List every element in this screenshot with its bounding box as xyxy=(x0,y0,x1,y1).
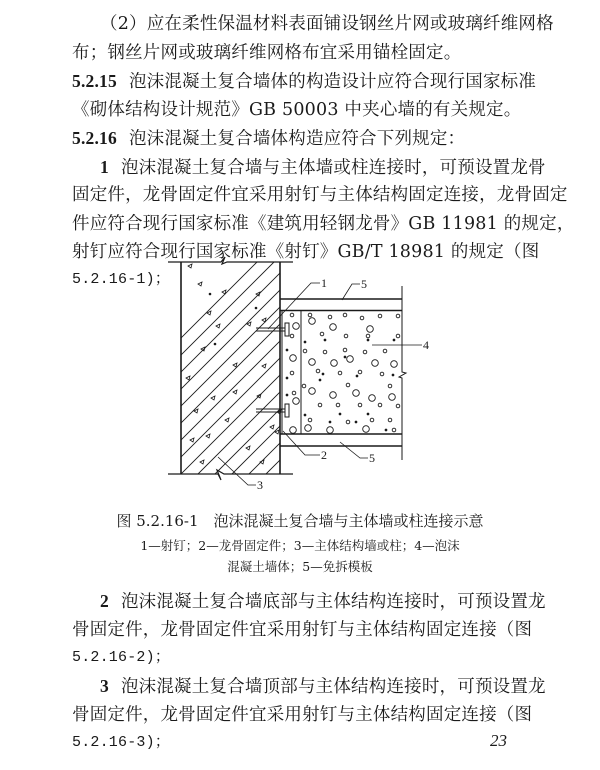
paragraph-item-2-line2 xyxy=(72,42,462,64)
foam-pore xyxy=(344,356,346,358)
item-1-line1 xyxy=(72,156,546,179)
wall-top-break-line xyxy=(168,257,293,264)
callout-5-top-leader xyxy=(342,284,360,300)
foam-bubble xyxy=(305,425,312,432)
foam-pore xyxy=(385,429,387,431)
foam-concrete-bubbles xyxy=(302,313,400,433)
foam-pore xyxy=(322,373,324,375)
clause-5-2-16-heading xyxy=(72,127,466,150)
callout-5-bottom-leader xyxy=(340,442,368,458)
foam-bubble xyxy=(378,314,382,318)
callout-3-leader xyxy=(218,457,256,485)
aggregate-mark xyxy=(233,363,237,367)
item-1-line3 xyxy=(72,213,575,235)
foam-bubble xyxy=(392,428,396,432)
foam-bubble xyxy=(328,315,332,319)
hatch-line xyxy=(150,262,274,474)
foam-bubble xyxy=(388,418,392,422)
figure-caption-title: 图 5.2.16-1 泡沫混凝土复合墙与主体墙或柱连接示意 xyxy=(116,512,484,530)
foam-pore xyxy=(304,414,306,416)
foam-bubble xyxy=(330,392,337,399)
foam-pore xyxy=(392,374,394,376)
foam-bubble xyxy=(389,394,396,401)
foam-bubble xyxy=(347,356,354,363)
foam-bubble xyxy=(391,361,398,368)
foam-bubble xyxy=(343,348,347,352)
cavity-bubble xyxy=(290,313,294,317)
top-formwork-panel xyxy=(280,299,402,311)
foam-bubble xyxy=(330,324,337,331)
foam-bubble xyxy=(358,370,362,374)
shooting-nail-upper xyxy=(256,323,289,336)
hatch-line xyxy=(334,262,450,474)
aggregate-mark xyxy=(186,376,190,380)
aggregate-mark xyxy=(216,324,220,328)
item-2b-line1 xyxy=(72,590,546,613)
foam-bubble xyxy=(366,334,370,338)
foam-pore xyxy=(324,339,326,341)
foam-bubble xyxy=(346,383,350,387)
cavity-bubble xyxy=(290,427,297,434)
hatch-line xyxy=(317,262,450,474)
foam-bubble xyxy=(344,334,348,338)
foam-bubble xyxy=(378,403,382,407)
callout-5-top-label: 5 xyxy=(361,277,367,291)
callout-3-label: 3 xyxy=(257,478,263,492)
paragraph-text: 件应符合现行国家标准《建筑用轻钢龙骨》GB 11981 的规定， xyxy=(72,214,575,234)
foam-pore xyxy=(339,413,341,415)
clause-5-2-15-heading xyxy=(72,70,537,93)
foam-bubble xyxy=(346,420,350,424)
hatch-line xyxy=(300,262,450,474)
paragraph-text: 5.2.16-1)； xyxy=(72,271,171,288)
paragraph-text: 5.2.16-2)； xyxy=(72,649,171,666)
figure-legend-line2: 混凝土墙体；5—免拆模板 xyxy=(227,559,373,574)
aggregate-mark xyxy=(262,318,266,322)
hatch-line xyxy=(232,262,444,474)
foam-bubble xyxy=(327,427,334,434)
callout-2-label: 2 xyxy=(321,448,327,462)
clause-number: 5.2.16 xyxy=(72,128,117,148)
foam-bubble xyxy=(388,384,392,388)
figure-wall-connection-diagram xyxy=(150,248,450,500)
cavity-pore xyxy=(286,394,288,396)
foam-bubble xyxy=(338,371,342,375)
aggregate-mark xyxy=(188,264,192,268)
aggregate-mark xyxy=(225,418,229,422)
item-number: 3 xyxy=(100,676,109,696)
foam-pore xyxy=(319,379,321,381)
foam-bubble xyxy=(331,360,338,367)
aggregate-mark xyxy=(206,434,210,438)
foam-bubble xyxy=(383,349,387,353)
callout-1-leader xyxy=(268,283,320,329)
foam-pore xyxy=(367,413,369,415)
item-2b-line3 xyxy=(72,647,170,669)
hatch-line xyxy=(385,262,450,474)
hatch-line xyxy=(150,262,325,474)
paragraph-text: 射钉应符合现行国家标准《射钉》GB/T 18981 的规定（图 xyxy=(72,242,540,262)
callout-leaders xyxy=(218,283,422,485)
hatch-line xyxy=(249,262,450,474)
item-text: 泡沫混凝土复合墙顶部与主体结构连接时，可预设置龙 xyxy=(120,677,546,697)
cavity-bubble xyxy=(290,334,294,338)
item-3-line1 xyxy=(72,675,546,698)
item-number: 1 xyxy=(100,157,109,177)
foam-bubble xyxy=(302,384,306,388)
aggregate-mark xyxy=(233,390,237,394)
aggregate-mark xyxy=(260,460,264,464)
callout-5-bottom-label: 5 xyxy=(369,451,375,465)
foam-pore xyxy=(367,339,369,341)
cavity-bubble xyxy=(290,371,294,375)
bottom-formwork-panel xyxy=(280,434,402,446)
foam-pore xyxy=(329,421,331,423)
cavity-bubble xyxy=(292,391,296,395)
foam-bubble xyxy=(363,350,367,354)
paragraph-text: （2）应在柔性保温材料表面铺设钢丝片网或玻璃纤维网格 xyxy=(100,14,554,34)
hatch-line xyxy=(181,262,393,474)
item-3-line3 xyxy=(72,732,170,754)
aggregate-mark xyxy=(198,282,202,286)
wall-aggregate-marks xyxy=(186,264,281,464)
foam-bubble xyxy=(370,418,374,422)
foam-bubble xyxy=(363,426,370,433)
foam-pore xyxy=(356,375,358,377)
foam-bubble xyxy=(396,334,400,338)
item-text: 泡沫混凝土复合墙与主体墙或柱连接时，可预设置龙骨 xyxy=(120,158,546,178)
foam-bubble xyxy=(309,388,316,395)
hatch-line xyxy=(436,262,450,474)
foam-bubble xyxy=(309,318,316,325)
cavity-bubble xyxy=(293,323,300,330)
foam-pore xyxy=(393,339,395,341)
hatch-line xyxy=(419,262,450,474)
aggregate-mark xyxy=(222,290,226,294)
clause-number: 5.2.15 xyxy=(72,71,117,91)
clause-text: 泡沫混凝土复合墙体的构造设计应符合现行国家标准 xyxy=(128,72,537,92)
foam-bubble xyxy=(320,332,324,336)
cavity-bubble xyxy=(293,398,300,405)
paragraph-text: 布；钢丝片网或玻璃纤维网格布宜采用锚栓固定。 xyxy=(72,43,462,63)
hatch-line xyxy=(215,262,427,474)
foam-bubble xyxy=(396,404,400,408)
paragraph-text: 骨固定件，龙骨固定件宜采用射钉与主体结构固定连接（图 xyxy=(72,620,533,640)
hatch-line xyxy=(198,262,410,474)
hatch-line xyxy=(150,262,257,474)
hatch-line xyxy=(283,262,450,474)
aggregate-dot xyxy=(255,307,257,309)
hatch-line xyxy=(402,262,450,474)
hatch-line xyxy=(150,262,342,474)
paragraph-text: 固定件，龙骨固定件宜采用射钉与主体结构固定连接，龙骨固定 xyxy=(72,185,568,205)
aggregate-dot xyxy=(209,293,211,295)
callout-1-label: 1 xyxy=(321,276,327,290)
item-2b-line2 xyxy=(72,619,533,641)
foam-bubble xyxy=(396,314,400,318)
foam-bubble xyxy=(308,418,312,422)
hatch-line xyxy=(164,262,376,474)
aggregate-mark xyxy=(256,292,260,296)
foam-bubble xyxy=(303,349,307,353)
paragraph-text: 5.2.16-3)； xyxy=(72,734,171,751)
aggregate-dot xyxy=(214,343,216,345)
hatch-line xyxy=(368,262,450,474)
foam-bubble xyxy=(358,403,362,407)
foam-bubble xyxy=(336,403,340,407)
foam-bubble xyxy=(367,326,374,333)
aggregate-mark xyxy=(200,460,204,464)
foam-bubble xyxy=(343,313,347,317)
foam-pore xyxy=(304,341,306,343)
foam-bubble xyxy=(372,360,379,367)
item-text: 泡沫混凝土复合墙底部与主体结构连接时，可预设置龙 xyxy=(120,592,546,612)
item-3-line2 xyxy=(72,704,533,726)
cavity-bubble xyxy=(290,355,297,362)
wall-bottom-break-line xyxy=(168,470,293,480)
paragraph-item-2-line1 xyxy=(72,13,554,35)
paragraph-text: 骨固定件，龙骨固定件宜采用射钉与主体结构固定连接（图 xyxy=(72,705,533,725)
clause-5-2-15-line2 xyxy=(72,99,522,121)
callout-4-label: 4 xyxy=(423,338,429,352)
foam-bubble xyxy=(360,316,364,320)
foam-bubble xyxy=(316,369,320,373)
foam-pore xyxy=(355,421,357,423)
hatch-line xyxy=(351,262,450,474)
aggregate-mark xyxy=(201,347,205,351)
aggregate-mark xyxy=(190,438,194,442)
aggregate-mark xyxy=(246,446,250,450)
paragraph-text: 《砌体结构设计规范》GB 50003 中夹心墙的有关规定。 xyxy=(72,100,522,120)
item-1-line2 xyxy=(72,184,568,206)
foam-bubble xyxy=(380,372,384,376)
wall-hatch-pattern xyxy=(150,262,450,474)
hatch-line xyxy=(150,262,308,474)
clause-text: 泡沫混凝土复合墙体构造应符合下列规定： xyxy=(128,129,466,149)
figure-legend-line1: 1—射钉；2—龙骨固定件；3—主体结构墙或柱；4—泡沫 xyxy=(140,538,460,553)
foam-bubble xyxy=(323,350,327,354)
cavity-pore xyxy=(286,349,288,351)
page-number: 23 xyxy=(490,731,507,750)
foam-bubble xyxy=(308,313,312,317)
foam-bubble xyxy=(309,359,316,366)
cavity-pore xyxy=(286,377,288,379)
foam-bubble xyxy=(318,403,322,407)
aggregate-mark xyxy=(270,425,274,429)
aggregate-mark xyxy=(211,396,215,400)
foam-bubble xyxy=(369,395,376,402)
aggregate-mark xyxy=(262,364,266,368)
foam-bubble xyxy=(353,390,360,397)
item-number: 2 xyxy=(100,591,109,611)
